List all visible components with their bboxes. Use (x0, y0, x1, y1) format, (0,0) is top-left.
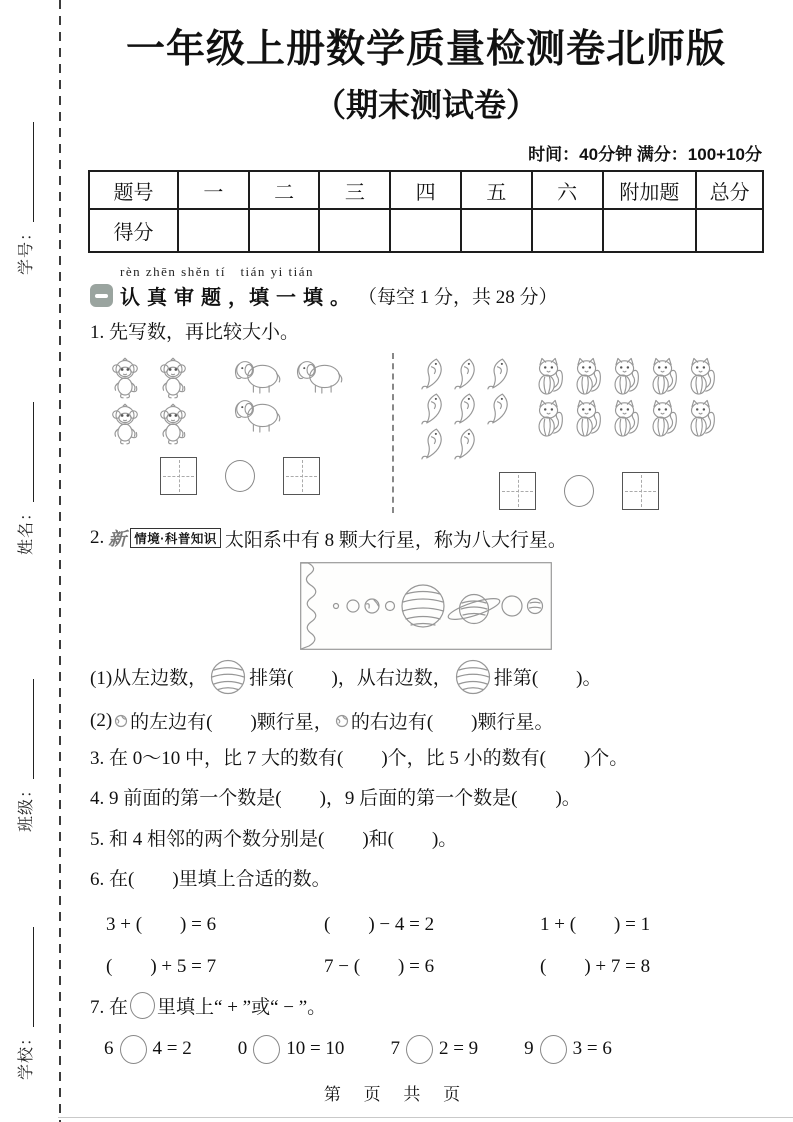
page-subtitle: （期末测试卷） (313, 87, 538, 123)
student-number-line (17, 122, 34, 222)
operand: 9 (524, 1038, 534, 1060)
number-writing-box (499, 472, 536, 510)
dolphin-figure (453, 357, 478, 390)
squirrel-figure (685, 399, 718, 437)
operand: 4 = 2 (152, 1038, 192, 1060)
operand: 2 = 9 (438, 1038, 479, 1060)
elephant-figure (294, 357, 346, 394)
header-cell: 四 (390, 171, 461, 209)
comparison-circle (564, 475, 594, 507)
school-label: 学校： (18, 1028, 35, 1080)
score-cell (603, 209, 697, 252)
section-one-header (90, 261, 764, 310)
question-2-number: 2. (90, 527, 105, 549)
operator-circle (130, 992, 155, 1019)
squirrel-figure (571, 399, 604, 437)
solar-system-figure (300, 562, 552, 650)
header-cell: 一 (178, 171, 249, 209)
field-school (17, 880, 43, 1080)
squirrel-figure (571, 357, 604, 395)
section-pinyin: rèn zhēn shěn tí tián yi tián (120, 264, 315, 279)
school-line (17, 927, 34, 1027)
monkeys-group (108, 357, 190, 445)
operator-circle (253, 1035, 280, 1064)
equation: 7 − ( ) = 6 (324, 955, 435, 977)
question-3-text: 3. 在 0～10 中，比 7 大的数有( )个，比 5 小的数有( )个。 (90, 747, 629, 769)
squirrel-figure (533, 357, 566, 395)
squirrel-figure (609, 357, 642, 395)
operator-circle (120, 1035, 147, 1064)
number-writing-box (622, 472, 659, 510)
section-points-note: （每空 1 分，共 28 分） (358, 287, 558, 308)
header-cell: 三 (319, 171, 390, 209)
scan-edge-line (58, 1117, 793, 1118)
field-student-number (17, 75, 43, 275)
seal-dashed-line (59, 0, 61, 1122)
equation (104, 1035, 192, 1064)
class-line (17, 679, 34, 779)
earth-planet-icon (114, 714, 128, 728)
dolphin-figure (420, 392, 445, 425)
squirrel-figure (533, 399, 566, 437)
equation: ( ) + 7 = 8 (540, 955, 651, 977)
student-name-label: 姓名： (18, 503, 35, 555)
operand: 10 = 10 (286, 1038, 345, 1060)
page-title: 一年级上册数学质量检测卷北师版 (125, 28, 726, 71)
section-title: 认 真 审 题 ，填 一 填 。 (120, 287, 351, 309)
operand: 6 (104, 1038, 114, 1060)
score-cell (249, 209, 320, 252)
squirrel-figure (685, 357, 718, 395)
question-2-2-part: 的右边有( )颗行星。 (350, 712, 554, 734)
score-table (88, 170, 764, 253)
field-student-name (17, 355, 43, 555)
elephant-figure (232, 357, 284, 394)
operand: 7 (390, 1038, 400, 1060)
dolphin-figure (486, 392, 511, 425)
equation: ( ) − 4 = 2 (324, 913, 435, 935)
question-2-1-part: 排第( )。 (493, 668, 602, 690)
score-cell (390, 209, 461, 252)
earth-planet-icon (335, 714, 349, 728)
table-row (89, 209, 763, 252)
dolphin-figure (420, 357, 445, 390)
score-cell (178, 209, 249, 252)
elephant-figure (232, 396, 284, 433)
elephants-group (232, 357, 352, 433)
operator-circle (540, 1035, 567, 1064)
question-7-part: 里填上“ + ”或“ − ”。 (157, 996, 327, 1018)
time-score-info: 时间：40分钟 满分：100+10分 (528, 145, 762, 164)
science-knowledge-badge: 情境·科普知识 (130, 528, 221, 548)
question-4-text: 4. 9 前面的第一个数是( )，9 后面的第一个数是( )。 (90, 788, 581, 810)
score-cell (532, 209, 603, 252)
class-label: 班级： (18, 780, 35, 832)
dolphin-figure (420, 427, 445, 460)
question-6-text: 6. 在( )里填上合适的数。 (90, 869, 331, 891)
question-1-text: 1. 先写数，再比较大小。 (90, 322, 300, 343)
score-row-label: 得分 (89, 209, 178, 252)
squirrels-group (533, 357, 718, 437)
operand: 0 (237, 1038, 248, 1060)
header-cell: 二 (249, 171, 320, 209)
equation-row (106, 909, 764, 936)
question-2-1-part: (1)从左边数， (90, 668, 208, 690)
monkey-figure (156, 357, 190, 399)
number-writing-box (283, 457, 320, 495)
comparison-circle (225, 460, 255, 492)
question-5-text: 5. 和 4 相邻的两个数分别是( )和( )。 (90, 828, 458, 850)
question-7-part: 7. 在 (90, 996, 129, 1018)
question-2-1-part: 排第( )，从右边数， (249, 668, 452, 690)
dolphins-group (420, 357, 511, 460)
operator-circle (406, 1035, 433, 1064)
dolphin-figure (453, 427, 478, 460)
score-cell (461, 209, 532, 252)
equation: ( ) + 5 = 7 (106, 955, 217, 977)
operand: 3 = 6 (572, 1038, 612, 1060)
equation: 3 + ( ) = 6 (106, 913, 217, 935)
equation (238, 1035, 345, 1064)
squirrel-figure (609, 399, 642, 437)
squirrel-figure (647, 357, 680, 395)
equation: 1 + ( ) = 1 (540, 913, 651, 935)
field-class (17, 632, 43, 832)
equation (524, 1035, 612, 1064)
header-cell: 五 (461, 171, 532, 209)
header-cell: 六 (532, 171, 603, 209)
jupiter-planet-icon (454, 658, 492, 696)
equation-row (106, 951, 764, 978)
dolphin-figure (453, 392, 478, 425)
question-1-figure (88, 353, 764, 513)
number-writing-box (160, 457, 197, 495)
student-name-line (17, 402, 34, 502)
dolphin-figure (486, 357, 511, 390)
header-cell: 总分 (696, 171, 763, 209)
jupiter-planet-icon (209, 658, 247, 696)
question-2-2-part: 的左边有( )颗行星， (130, 712, 333, 734)
score-cell (696, 209, 763, 252)
section-one-icon (90, 284, 113, 307)
header-cell: 题号 (89, 171, 178, 209)
monkey-figure (108, 357, 142, 399)
table-row (89, 171, 763, 209)
monkey-figure (156, 403, 190, 445)
question-2-text: 太阳系中有 8 颗大行星，称为八大行星。 (224, 529, 567, 551)
header-cell: 附加题 (603, 171, 697, 209)
squirrel-figure (647, 399, 680, 437)
question-2-2-part: (2) (90, 709, 113, 731)
new-context-badge: 新 (108, 529, 127, 550)
question-7-equations (104, 1035, 764, 1064)
equation (390, 1035, 478, 1064)
page-footer: 第 页 共 页 (323, 1085, 470, 1104)
score-cell (319, 209, 390, 252)
monkey-figure (108, 403, 142, 445)
student-number-label: 学号： (18, 223, 35, 275)
